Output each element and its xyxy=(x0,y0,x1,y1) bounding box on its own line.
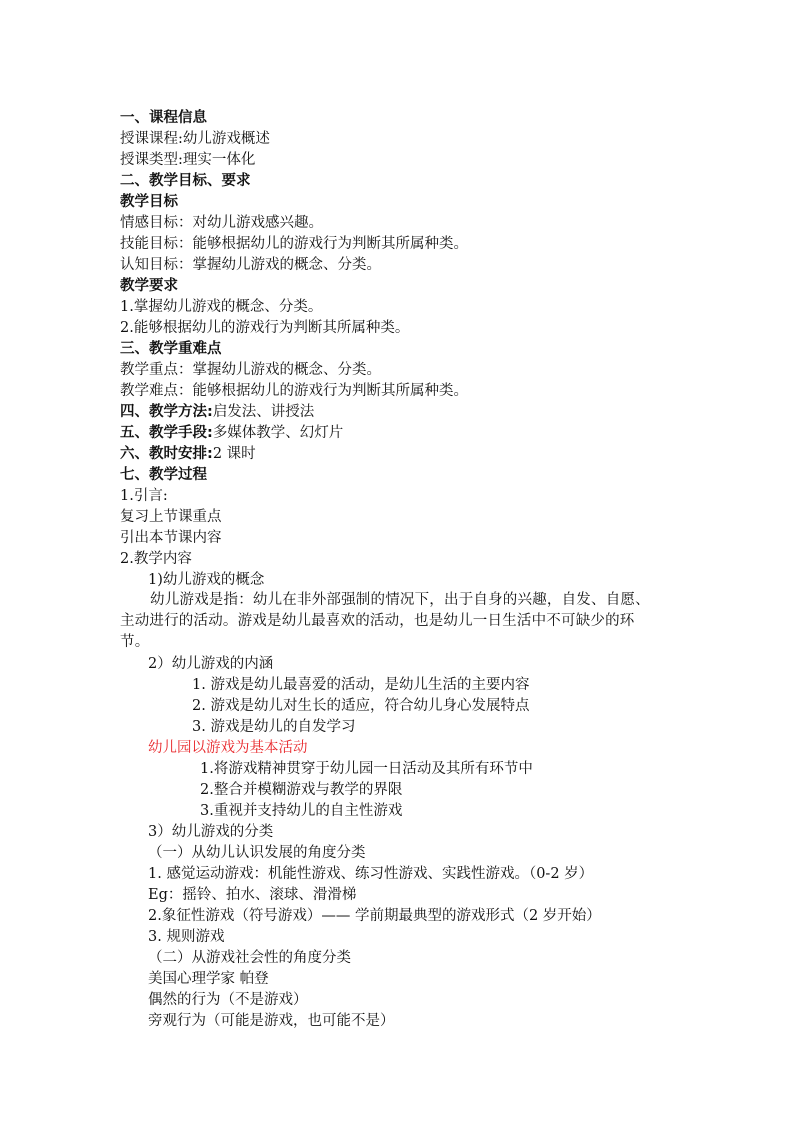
course-info-heading: 一、课程信息 xyxy=(120,110,207,126)
symbolic-play: 2.象征性游戏（符号游戏）—— 学前期最典型的游戏形式（2 岁开始） xyxy=(148,908,601,924)
rules-play: 3. 规则游戏 xyxy=(148,929,225,945)
teaching-focus: 教学重点：掌握幼儿游戏的概念、分类。 xyxy=(120,362,381,378)
accidental-behavior: 偶然的行为（不是游戏） xyxy=(148,992,308,1008)
sensory-example: Eg：摇铃、拍水、滚球、滑滑梯 xyxy=(148,887,357,903)
hours-heading: 六、教时安排: xyxy=(120,446,213,462)
emotional-goal: 情感目标：对幼儿游戏感兴趣。 xyxy=(120,215,323,231)
intro-item-1: 复习上节课重点 xyxy=(120,509,222,525)
basic-activity-item-2: 2.整合并模糊游戏与教学的界限 xyxy=(200,782,403,798)
connotation-item-1: 1. 游戏是幼儿最喜爱的活动，是幼儿生活的主要内容 xyxy=(192,677,530,693)
basic-activity-item-3: 3.重视并支持幼儿的自主性游戏 xyxy=(200,803,403,819)
course-type: 授课类型:理实一体化 xyxy=(120,152,256,168)
psychologist: 美国心理学家 帕登 xyxy=(148,971,269,987)
means-heading: 五、教学手段: xyxy=(120,425,213,441)
key-points-heading: 三、教学重难点 xyxy=(120,341,222,357)
classification-heading: 3）幼儿游戏的分类 xyxy=(148,824,274,840)
sensory-play: 1. 感觉运动游戏：机能性游戏、练习性游戏、实践性游戏。（0-2 岁） xyxy=(148,866,594,882)
means-value: 多媒体教学、幻灯片 xyxy=(212,425,344,441)
means-row xyxy=(120,423,343,443)
onlooker-behavior: 旁观行为（可能是游戏，也可能不是） xyxy=(148,1013,395,1029)
concept-paragraph: 幼儿游戏是指：幼儿在非外部强制的情况下，出于自身的兴趣，自发、自愿、主动进行的活动。游戏是幼儿最喜欢的活动，也是幼儿一日生活中不可缺少的环节。 xyxy=(120,592,650,650)
course-name: 授课课程:幼儿游戏概述 xyxy=(120,131,270,147)
connotation-item-3: 3. 游戏是幼儿的自发学习 xyxy=(192,719,356,735)
connotation-item-2: 2. 游戏是幼儿对生长的适应，符合幼儿身心发展特点 xyxy=(192,698,530,714)
hours-value: 2 课时 xyxy=(212,446,256,462)
intro-heading: 1.引言: xyxy=(120,488,168,504)
cognitive-angle-heading: （一）从幼儿认识发展的角度分类 xyxy=(148,845,366,861)
objectives-heading: 二、教学目标、要求 xyxy=(120,173,251,189)
requirements-heading: 教学要求 xyxy=(120,278,178,294)
teaching-difficulty: 教学难点：能够根据幼儿的游戏行为判断其所属种类。 xyxy=(120,383,468,399)
method-heading: 四、教学方法: xyxy=(120,404,213,420)
method-row xyxy=(120,402,314,422)
skill-goal: 技能目标：能够根据幼儿的游戏行为判断其所属种类。 xyxy=(120,236,468,252)
hours-row xyxy=(120,444,256,464)
requirement-1: 1.掌握幼儿游戏的概念、分类。 xyxy=(120,299,323,315)
cognitive-goal: 认知目标：掌握幼儿游戏的概念、分类。 xyxy=(120,257,381,273)
goals-heading: 教学目标 xyxy=(120,194,178,210)
method-value: 启发法、讲授法 xyxy=(212,404,315,420)
basic-activity-heading: 幼儿园以游戏为基本活动 xyxy=(148,740,308,756)
intro-item-2: 引出本节课内容 xyxy=(120,530,222,546)
basic-activity-item-1: 1.将游戏精神贯穿于幼儿园一日活动及其所有环节中 xyxy=(200,761,533,777)
content-heading: 2.教学内容 xyxy=(120,551,192,567)
connotation-heading: 2）幼儿游戏的内涵 xyxy=(148,656,274,672)
requirement-2: 2.能够根据幼儿的游戏行为判断其所属种类。 xyxy=(120,320,410,336)
social-angle-heading: （二）从游戏社会性的角度分类 xyxy=(148,950,351,966)
concept-heading: 1)幼儿游戏的概念 xyxy=(148,572,265,588)
process-heading: 七、教学过程 xyxy=(120,467,207,483)
